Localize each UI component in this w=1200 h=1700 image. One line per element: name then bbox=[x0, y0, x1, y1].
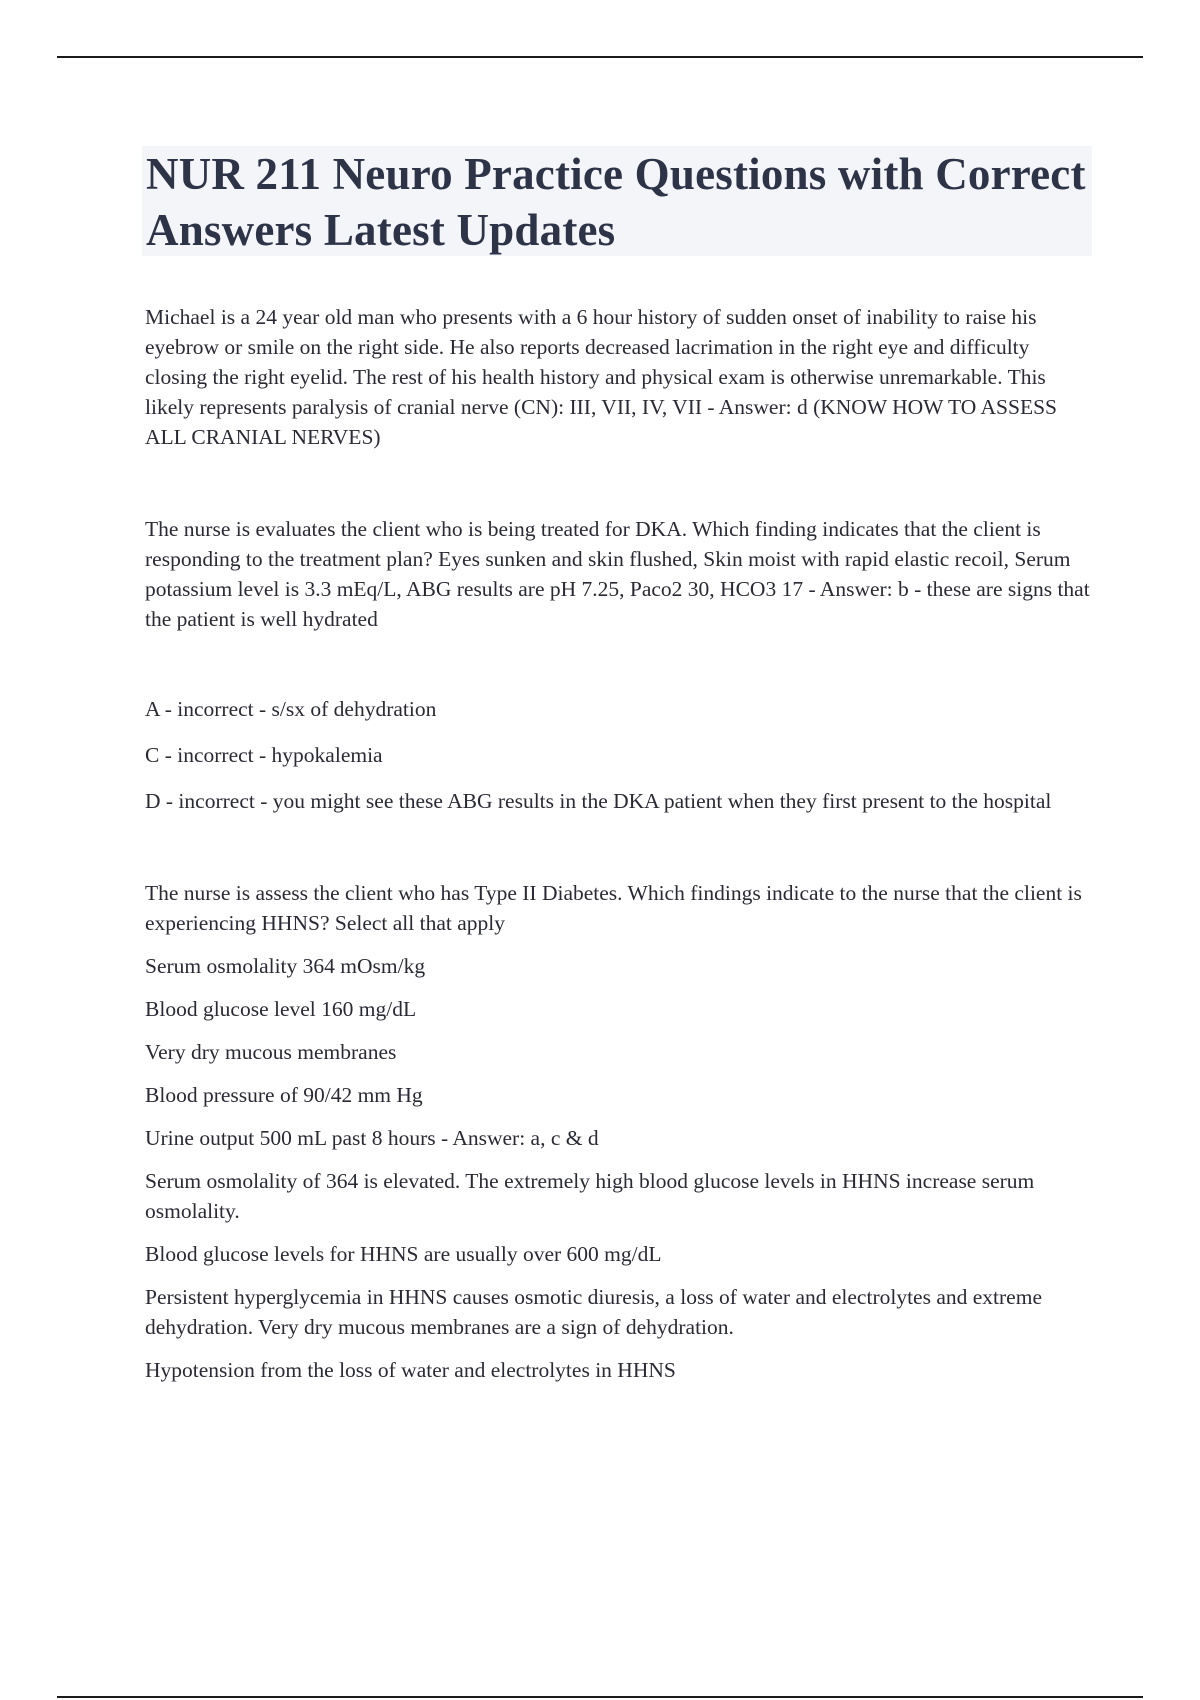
explanation-glucose: Blood glucose levels for HHNS are usually over 600 mg/dL bbox=[145, 1242, 662, 1266]
bottom-divider bbox=[57, 1696, 1143, 1698]
explanation-osmolality: Serum osmolality of 364 is elevated. The extremely high blood glucose levels in HHNS increase serum osmolality. bbox=[145, 1169, 1035, 1223]
question-3-text: The nurse is assess the client who has Type II Diabetes. Which findings indicate to the nurse that the client is experiencing HHNS? Select all that apply bbox=[145, 881, 1082, 935]
question-2-text: The nurse is evaluates the client who is being treated for DKA. Which finding indicates that the client is responding to the treatment plan? Eyes sunken and skin flushed, Skin moist with rapid elastic recoil, Serum potassium level is 3.3 mEq/L, ABG results are pH 7.25, Paco2 30, HCO3 17 - Answer: b - these are signs that the patient is well hydrated bbox=[145, 517, 1090, 631]
title-banner bbox=[142, 146, 1092, 256]
option-a: Serum osmolality 364 mOsm/kg bbox=[145, 954, 426, 978]
document-body bbox=[145, 302, 1090, 1385]
rationale-a: A - incorrect - s/sx of dehydration bbox=[145, 697, 437, 721]
top-divider bbox=[57, 56, 1143, 58]
document-title: NUR 211 Neuro Practice Questions with Correct Answers Latest Updates bbox=[146, 149, 1086, 255]
option-d: Blood pressure of 90/42 mm Hg bbox=[145, 1083, 423, 1107]
option-c: Very dry mucous membranes bbox=[145, 1040, 397, 1064]
explanation-dehydration: Persistent hyperglycemia in HHNS causes osmotic diuresis, a loss of water and electrolytes and extreme dehydration. Very dry mucous membranes are a sign of dehydration. bbox=[145, 1285, 1042, 1339]
rationale-c: C - incorrect - hypokalemia bbox=[145, 743, 383, 767]
question-1-text: Michael is a 24 year old man who presents with a 6 hour history of sudden onset of inability to raise his eyebrow or smile on the right side. He also reports decreased lacrimation in the right eye and difficulty closing the right eyelid. The rest of his health history and physical exam is otherwise unremarkable. This likely represents paralysis of cranial nerve (CN): III, VII, IV, VII - Answer: d (KNOW HOW TO ASSESS ALL CRANIAL NERVES) bbox=[145, 305, 1058, 449]
option-e-answer: Urine output 500 mL past 8 hours - Answer: a, c & d bbox=[145, 1126, 599, 1150]
explanation-hypotension: Hypotension from the loss of water and electrolytes in HHNS bbox=[145, 1358, 676, 1382]
rationale-d: D - incorrect - you might see these ABG results in the DKA patient when they first present to the hospital bbox=[145, 789, 1052, 813]
option-b: Blood glucose level 160 mg/dL bbox=[145, 997, 417, 1021]
